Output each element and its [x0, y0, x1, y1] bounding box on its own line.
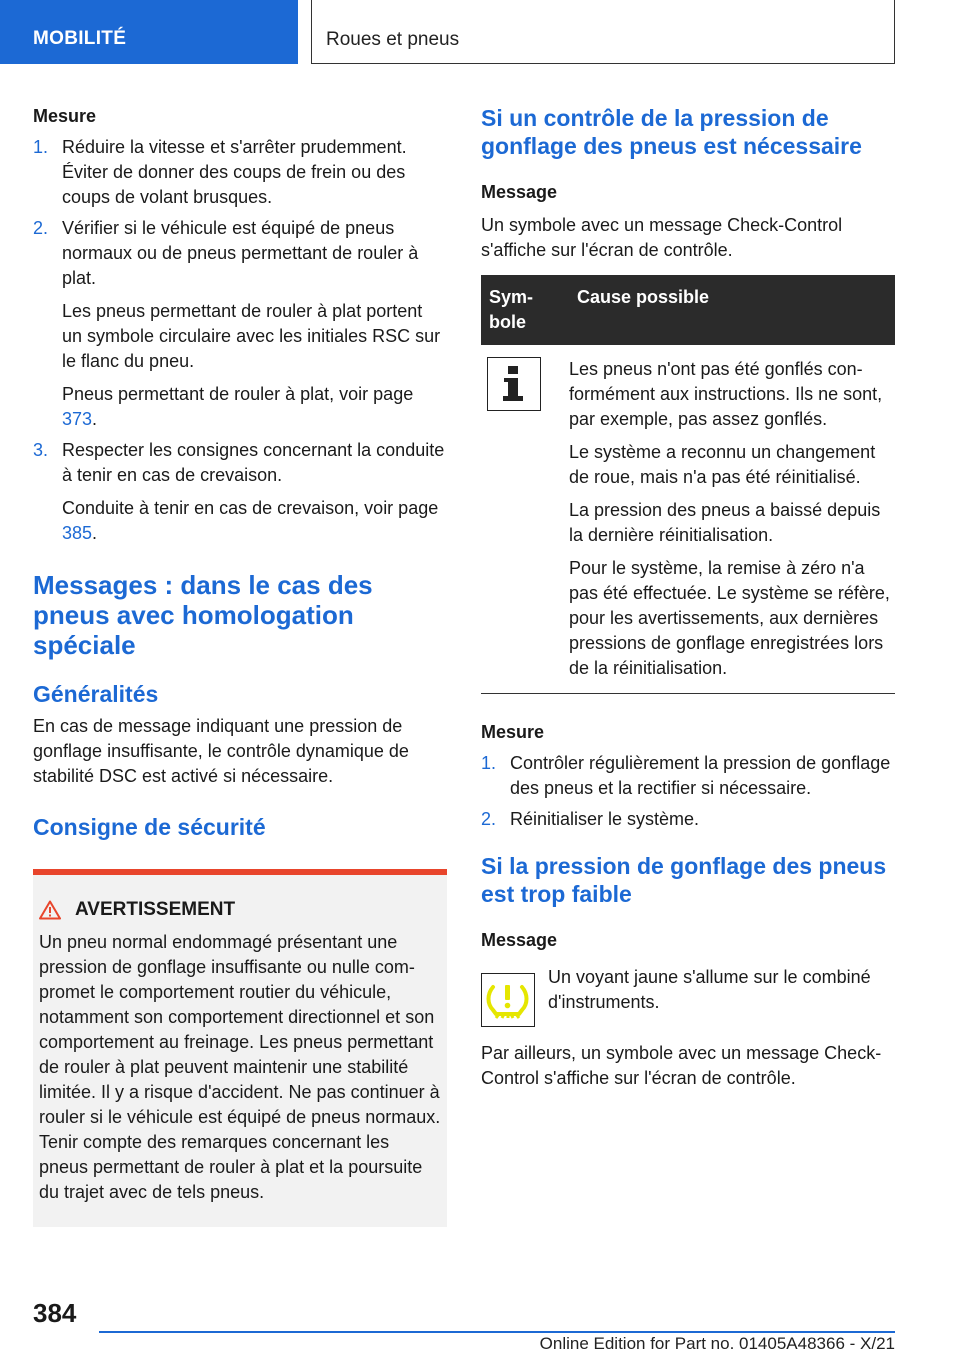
- warning-box: [33, 869, 447, 1227]
- step-number: 3.: [33, 440, 49, 460]
- message-title: Message: [481, 182, 558, 202]
- left-column: [33, 104, 447, 1227]
- faible-heading: Si la pression de gonflage des pneus est trop faible: [481, 853, 887, 907]
- cause-text: La pression des pneus a baissé depuis la dernière réinitialisation.: [569, 500, 881, 545]
- header-chapter: [311, 0, 895, 64]
- header-section: [0, 0, 298, 64]
- right-column: [481, 104, 895, 1091]
- table-header-row: [481, 275, 895, 345]
- step-number: 2.: [481, 809, 497, 829]
- lamp-block: [481, 965, 895, 1027]
- step-text: Respecter les consignes concernant la conduite à tenir en cas de crevaison.: [62, 440, 445, 485]
- footer-edition: Online Edition for Part no. 01405A48366 - X/21: [539, 1334, 895, 1353]
- message-text: Un symbole avec un message Check-Control s'affiche sur l'écran de contrôle.: [481, 215, 843, 260]
- step-reference: [62, 496, 447, 546]
- table-row: [481, 345, 895, 694]
- generalites-text: En cas de message indiquant une pression de gonflage insuffisante, le contrôle dynamique de stabilité DSC est activé si nécessaire.: [33, 716, 409, 786]
- symbol-cell: [481, 345, 569, 694]
- step-1-right: [481, 751, 895, 801]
- page-number: 384: [33, 1298, 77, 1328]
- cause-text: Les pneus n'ont pas été gonflés conformément aux instructions. Ils ne sont, par exemple, pas assez gonflés.: [569, 359, 883, 429]
- step-text: Réinitialiser le système.: [510, 809, 700, 829]
- generalites-heading: Généralités: [33, 681, 159, 707]
- step-number: 1.: [33, 137, 49, 157]
- step-text: Les pneus permettant de rouler à plat portent un symbole circulaire avec les initiales RSC sur le flanc du pneu.: [62, 301, 441, 371]
- cause-table: [481, 275, 895, 694]
- step-2-right: [481, 807, 895, 832]
- step-text: Vérifier si le véhicule est équipé de pneus normaux ou de pneus permettant de rouler à plat.: [62, 218, 419, 288]
- reference-end: .: [92, 409, 98, 429]
- step-1: [33, 135, 447, 210]
- mesure-title-right: Mesure: [481, 722, 545, 742]
- page-link-385[interactable]: 385: [62, 523, 93, 543]
- warning-text: Un pneu normal endommagé présentant une pression de gonflage insuffisante ou nulle compromet le comportement routier du véhicule, notamment son comportement directionnel et son comportement au freinage. Les pneus permettant de rouler à plat peuvent maintenir une stabilité limitée. Il y a risque d'accident. Ne pas continuer à rouler si le véhicule est équipé de pneus normaux. Tenir compte des remarques concernant les pneus permettant de rouler à plat et la poursuite du trajet avec de tels pneus.: [39, 932, 441, 1202]
- warning-header: [39, 897, 441, 922]
- header-chapter-label: Roues et pneus: [326, 29, 460, 50]
- mesure-title: Mesure: [33, 106, 97, 126]
- cause-text: Pour le système, la remise à zéro n'a pas été effectuée. Le système se réfère, pour les avertissements, aux dernières pressions de gonflage enregistrées lors de la réinitialisation.: [569, 558, 890, 678]
- step-3: [33, 438, 447, 546]
- lamp-text: Un voyant jaune s'allume sur le combiné d'instruments.: [548, 967, 871, 1012]
- column-header-symbol: Symbole: [481, 275, 569, 345]
- step-text: Contrôler régulièrement la pression de gonflage des pneus et la rectifier si nécessaire.: [510, 753, 891, 798]
- step-number: 2.: [33, 218, 49, 238]
- controle-heading: Si un contrôle de la pression de gonflage des pneus est nécessaire: [481, 105, 862, 159]
- step-number: 1.: [481, 753, 497, 773]
- step-2: [33, 216, 447, 432]
- footer-divider: [99, 1331, 895, 1333]
- messages-heading: Messages : dans le cas des pneus avec homologation spéciale: [33, 570, 373, 660]
- consigne-heading: Consigne de sécurité: [33, 814, 266, 840]
- cause-cell: [569, 345, 895, 694]
- reference-end: .: [92, 523, 98, 543]
- info-icon: [487, 357, 541, 411]
- warning-title: AVERTISSEMENT: [75, 899, 236, 920]
- warning-triangle-icon: [39, 900, 61, 920]
- tire-pressure-warning-icon: [481, 973, 535, 1027]
- page-link-373[interactable]: 373: [62, 409, 93, 429]
- reference-text: Conduite à tenir en cas de crevaison, voir page: [62, 498, 439, 518]
- reference-text: Pneus permettant de rouler à plat, voir page: [62, 384, 414, 404]
- after-text: Par ailleurs, un symbole avec un message Check-Control s'affiche sur l'écran de contrôle.: [481, 1043, 882, 1088]
- message2-title: Message: [481, 930, 558, 950]
- step-reference: [62, 382, 447, 432]
- header-section-label: MOBILITÉ: [33, 28, 127, 49]
- column-header-cause: Cause possible: [569, 275, 895, 345]
- step-text: Réduire la vitesse et s'arrêter prudemment. Éviter de donner des coups de frein ou des coups de volant brusques.: [62, 137, 407, 207]
- cause-text: Le système a reconnu un changement de roue, mais n'a pas été réinitialisé.: [569, 442, 876, 487]
